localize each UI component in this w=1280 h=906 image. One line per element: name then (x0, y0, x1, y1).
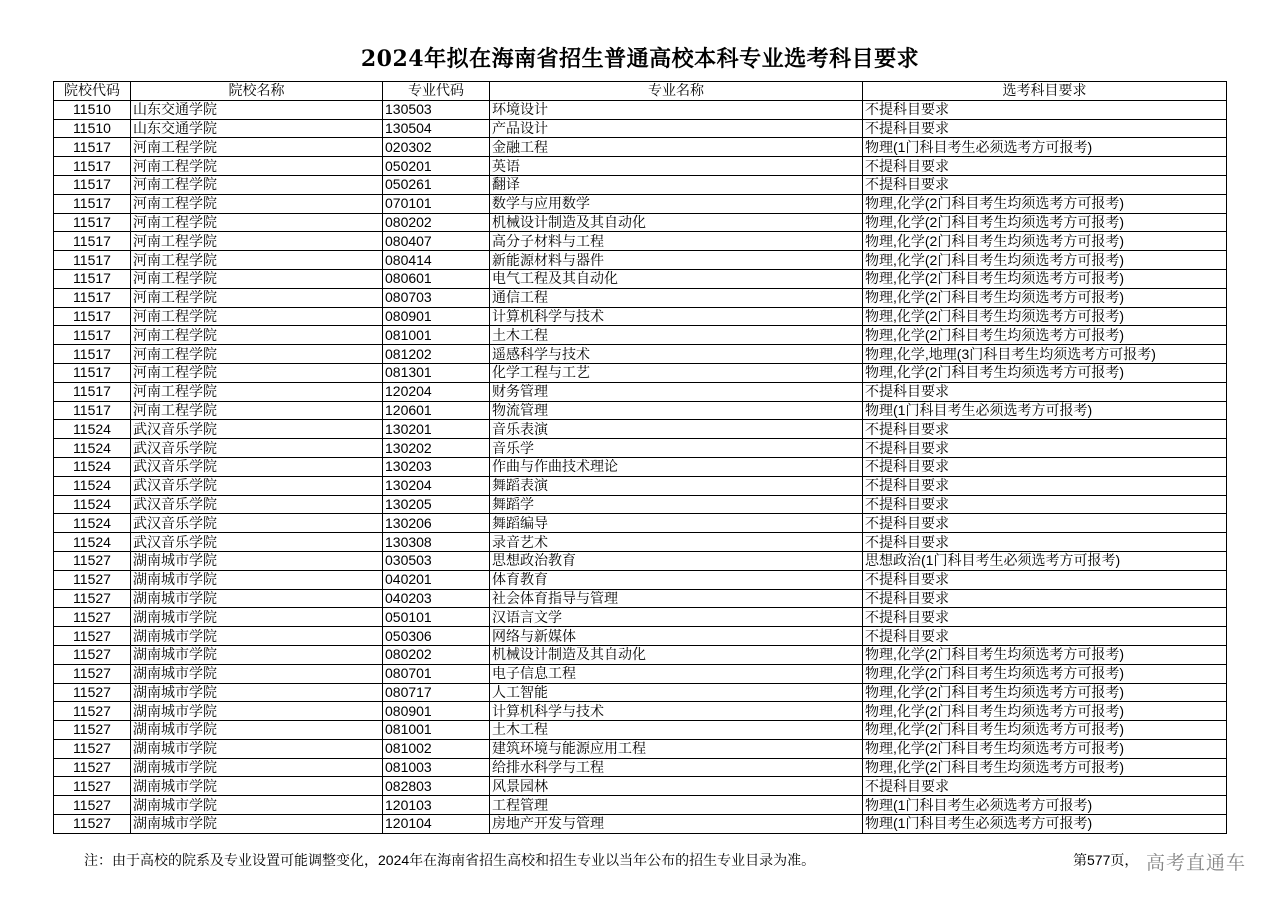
major-name-cell: 高分子材料与工程 (490, 232, 863, 251)
table-row (54, 683, 1227, 702)
school-code-cell: 11524 (54, 420, 131, 439)
school-name-cell: 武汉音乐学院 (131, 514, 383, 533)
major-name-cell: 房地产开发与管理 (490, 815, 863, 834)
school-name-cell: 河南工程学院 (131, 194, 383, 213)
school-name-cell: 山东交通学院 (131, 100, 383, 119)
school-name-cell: 河南工程学院 (131, 345, 383, 364)
school-code-cell: 11527 (54, 608, 131, 627)
major-code-cell: 080701 (383, 664, 490, 683)
table-row (54, 457, 1227, 476)
school-code-cell: 11527 (54, 721, 131, 740)
subject-requirement-cell: 物理(1门科目考生必须选考方可报考) (863, 401, 1227, 420)
subject-requirement-cell: 不提科目要求 (863, 495, 1227, 514)
major-code-cell: 080202 (383, 213, 490, 232)
major-code-cell: 081003 (383, 758, 490, 777)
subject-requirement-cell: 不提科目要求 (863, 570, 1227, 589)
school-name-cell: 河南工程学院 (131, 288, 383, 307)
major-code-cell: 050101 (383, 608, 490, 627)
subject-requirement-cell: 物理,化学(2门科目考生均须选考方可报考) (863, 269, 1227, 288)
school-name-cell: 湖南城市学院 (131, 645, 383, 664)
school-name-cell: 河南工程学院 (131, 401, 383, 420)
subject-requirement-cell: 不提科目要求 (863, 382, 1227, 401)
school-code-cell: 11527 (54, 570, 131, 589)
subject-requirements-table (53, 81, 1227, 834)
school-name-cell: 湖南城市学院 (131, 664, 383, 683)
major-code-cell: 080901 (383, 307, 490, 326)
table-row (54, 589, 1227, 608)
major-name-cell: 财务管理 (490, 382, 863, 401)
major-name-cell: 录音艺术 (490, 533, 863, 552)
school-name-cell: 湖南城市学院 (131, 570, 383, 589)
major-name-cell: 物流管理 (490, 401, 863, 420)
school-code-cell: 11517 (54, 194, 131, 213)
major-name-cell: 翻译 (490, 175, 863, 194)
table-row (54, 307, 1227, 326)
major-name-cell: 风景园林 (490, 777, 863, 796)
header-row (54, 82, 1227, 101)
table-row (54, 796, 1227, 815)
major-name-cell: 电气工程及其自动化 (490, 269, 863, 288)
table-row (54, 100, 1227, 119)
major-name-cell: 舞蹈编导 (490, 514, 863, 533)
school-code-cell: 11517 (54, 401, 131, 420)
major-name-cell: 舞蹈学 (490, 495, 863, 514)
school-code-cell: 11524 (54, 533, 131, 552)
major-code-cell: 070101 (383, 194, 490, 213)
major-name-cell: 环境设计 (490, 100, 863, 119)
school-code-cell: 11527 (54, 702, 131, 721)
subject-requirement-cell: 物理,化学(2门科目考生均须选考方可报考) (863, 758, 1227, 777)
table-header (54, 82, 1227, 101)
school-code-cell: 11524 (54, 439, 131, 458)
subject-requirement-cell: 物理,化学(2门科目考生均须选考方可报考) (863, 721, 1227, 740)
major-code-cell: 120104 (383, 815, 490, 834)
school-name-cell: 河南工程学院 (131, 307, 383, 326)
subject-requirement-cell: 物理,化学(2门科目考生均须选考方可报考) (863, 739, 1227, 758)
school-name-cell: 湖南城市学院 (131, 758, 383, 777)
school-code-cell: 11524 (54, 476, 131, 495)
major-code-cell: 081301 (383, 363, 490, 382)
school-code-cell: 11527 (54, 645, 131, 664)
table-row (54, 157, 1227, 176)
major-code-cell: 130504 (383, 119, 490, 138)
subject-requirement-cell: 物理(1门科目考生必须选考方可报考) (863, 138, 1227, 157)
table-row (54, 420, 1227, 439)
table-row (54, 476, 1227, 495)
school-name-cell: 河南工程学院 (131, 138, 383, 157)
subject-requirement-cell: 不提科目要求 (863, 175, 1227, 194)
school-code-cell: 11510 (54, 119, 131, 138)
subject-requirement-cell: 不提科目要求 (863, 777, 1227, 796)
major-code-cell: 080901 (383, 702, 490, 721)
table-row (54, 551, 1227, 570)
school-name-cell: 湖南城市学院 (131, 627, 383, 646)
major-name-cell: 计算机科学与技术 (490, 702, 863, 721)
school-name-cell: 武汉音乐学院 (131, 457, 383, 476)
major-code-cell: 040203 (383, 589, 490, 608)
subject-requirement-cell: 不提科目要求 (863, 627, 1227, 646)
major-name-cell: 体育教育 (490, 570, 863, 589)
major-name-cell: 数学与应用数学 (490, 194, 863, 213)
major-code-cell: 130203 (383, 457, 490, 476)
school-code-cell: 11517 (54, 175, 131, 194)
major-code-cell: 120103 (383, 796, 490, 815)
school-name-cell: 河南工程学院 (131, 157, 383, 176)
school-code-cell: 11527 (54, 627, 131, 646)
subject-requirement-cell: 不提科目要求 (863, 420, 1227, 439)
school-name-cell: 河南工程学院 (131, 382, 383, 401)
major-code-cell: 080414 (383, 251, 490, 270)
table-row (54, 345, 1227, 364)
table-row (54, 326, 1227, 345)
subject-requirement-cell: 物理,化学(2门科目考生均须选考方可报考) (863, 307, 1227, 326)
school-code-cell: 11524 (54, 514, 131, 533)
watermark-logo: 高考直通车 (1146, 853, 1247, 874)
major-code-cell: 080407 (383, 232, 490, 251)
school-code-cell: 11517 (54, 251, 131, 270)
major-name-cell: 土木工程 (490, 721, 863, 740)
major-code-cell: 130204 (383, 476, 490, 495)
school-name-cell: 武汉音乐学院 (131, 439, 383, 458)
major-name-cell: 英语 (490, 157, 863, 176)
header-school-name: 院校名称 (131, 82, 383, 101)
subject-requirement-cell: 物理,化学(2门科目考生均须选考方可报考) (863, 194, 1227, 213)
major-name-cell: 工程管理 (490, 796, 863, 815)
subject-requirement-cell: 物理,化学(2门科目考生均须选考方可报考) (863, 232, 1227, 251)
table-row (54, 175, 1227, 194)
major-code-cell: 130206 (383, 514, 490, 533)
school-name-cell: 湖南城市学院 (131, 815, 383, 834)
header-major-name: 专业名称 (490, 82, 863, 101)
subject-requirement-cell: 不提科目要求 (863, 457, 1227, 476)
major-name-cell: 舞蹈表演 (490, 476, 863, 495)
table-row (54, 664, 1227, 683)
school-code-cell: 11517 (54, 157, 131, 176)
table-row (54, 702, 1227, 721)
school-name-cell: 武汉音乐学院 (131, 495, 383, 514)
major-code-cell: 082803 (383, 777, 490, 796)
school-name-cell: 武汉音乐学院 (131, 533, 383, 552)
major-name-cell: 产品设计 (490, 119, 863, 138)
major-code-cell: 081002 (383, 739, 490, 758)
major-name-cell: 化学工程与工艺 (490, 363, 863, 382)
school-name-cell: 湖南城市学院 (131, 721, 383, 740)
major-code-cell: 020302 (383, 138, 490, 157)
table-row (54, 739, 1227, 758)
major-name-cell: 人工智能 (490, 683, 863, 702)
major-name-cell: 金融工程 (490, 138, 863, 157)
major-code-cell: 130202 (383, 439, 490, 458)
school-name-cell: 湖南城市学院 (131, 608, 383, 627)
school-code-cell: 11517 (54, 213, 131, 232)
major-name-cell: 给排水科学与工程 (490, 758, 863, 777)
major-code-cell: 120204 (383, 382, 490, 401)
school-code-cell: 11517 (54, 345, 131, 364)
major-name-cell: 通信工程 (490, 288, 863, 307)
subject-requirement-cell: 思想政治(1门科目考生必须选考方可报考) (863, 551, 1227, 570)
school-code-cell: 11527 (54, 796, 131, 815)
school-code-cell: 11527 (54, 589, 131, 608)
table-row (54, 363, 1227, 382)
major-code-cell: 120601 (383, 401, 490, 420)
school-name-cell: 湖南城市学院 (131, 551, 383, 570)
table-row (54, 439, 1227, 458)
school-code-cell: 11527 (54, 551, 131, 570)
subject-requirement-cell: 物理,化学(2门科目考生均须选考方可报考) (863, 702, 1227, 721)
major-code-cell: 130205 (383, 495, 490, 514)
school-code-cell: 11517 (54, 288, 131, 307)
table-row (54, 401, 1227, 420)
school-name-cell: 河南工程学院 (131, 269, 383, 288)
major-name-cell: 音乐学 (490, 439, 863, 458)
subject-requirement-cell: 物理,化学(2门科目考生均须选考方可报考) (863, 363, 1227, 382)
subject-requirement-cell: 物理,化学(2门科目考生均须选考方可报考) (863, 683, 1227, 702)
major-code-cell: 080703 (383, 288, 490, 307)
major-code-cell: 080717 (383, 683, 490, 702)
subject-requirement-cell: 物理(1门科目考生必须选考方可报考) (863, 796, 1227, 815)
major-name-cell: 建筑环境与能源应用工程 (490, 739, 863, 758)
school-name-cell: 河南工程学院 (131, 232, 383, 251)
school-code-cell: 11527 (54, 739, 131, 758)
major-code-cell: 040201 (383, 570, 490, 589)
school-name-cell: 河南工程学院 (131, 363, 383, 382)
school-code-cell: 11517 (54, 307, 131, 326)
school-code-cell: 11517 (54, 382, 131, 401)
header-subject-requirement: 选考科目要求 (863, 82, 1227, 101)
major-code-cell: 080202 (383, 645, 490, 664)
table-body (54, 100, 1227, 833)
subject-requirement-cell: 不提科目要求 (863, 439, 1227, 458)
major-name-cell: 网络与新媒体 (490, 627, 863, 646)
school-name-cell: 湖南城市学院 (131, 739, 383, 758)
subject-requirement-cell: 不提科目要求 (863, 533, 1227, 552)
school-name-cell: 河南工程学院 (131, 251, 383, 270)
table-row (54, 495, 1227, 514)
school-name-cell: 武汉音乐学院 (131, 420, 383, 439)
page-title: 2024年拟在海南省招生普通高校本科专业选考科目要求 (360, 46, 920, 72)
major-name-cell: 作曲与作曲技术理论 (490, 457, 863, 476)
school-code-cell: 11524 (54, 457, 131, 476)
subject-requirement-cell: 物理,化学(2门科目考生均须选考方可报考) (863, 213, 1227, 232)
table-row (54, 758, 1227, 777)
major-name-cell: 遥感科学与技术 (490, 345, 863, 364)
school-code-cell: 11527 (54, 815, 131, 834)
school-code-cell: 11517 (54, 269, 131, 288)
school-code-cell: 11517 (54, 138, 131, 157)
school-name-cell: 山东交通学院 (131, 119, 383, 138)
footer-note: 注：由于高校的院系及专业设置可能调整变化，2024年在海南省招生高校和招生专业以当年公布的招生专业目录为准。 (84, 852, 816, 868)
school-name-cell: 湖南城市学院 (131, 777, 383, 796)
school-name-cell: 湖南城市学院 (131, 683, 383, 702)
major-code-cell: 081001 (383, 721, 490, 740)
page-number: 第577页， (1073, 852, 1139, 868)
subject-requirement-cell: 不提科目要求 (863, 119, 1227, 138)
table-row (54, 721, 1227, 740)
school-code-cell: 11517 (54, 363, 131, 382)
major-name-cell: 新能源材料与器件 (490, 251, 863, 270)
major-code-cell: 081001 (383, 326, 490, 345)
school-code-cell: 11527 (54, 758, 131, 777)
school-code-cell: 11524 (54, 495, 131, 514)
subject-requirement-cell: 不提科目要求 (863, 589, 1227, 608)
table-row (54, 815, 1227, 834)
school-name-cell: 湖南城市学院 (131, 796, 383, 815)
major-name-cell: 汉语言文学 (490, 608, 863, 627)
table-row (54, 570, 1227, 589)
table-row (54, 269, 1227, 288)
major-name-cell: 机械设计制造及其自动化 (490, 645, 863, 664)
subject-requirement-cell: 物理,化学(2门科目考生均须选考方可报考) (863, 664, 1227, 683)
table-row (54, 777, 1227, 796)
table-row (54, 533, 1227, 552)
major-name-cell: 思想政治教育 (490, 551, 863, 570)
major-code-cell: 130308 (383, 533, 490, 552)
major-code-cell: 050261 (383, 175, 490, 194)
header-school-code: 院校代码 (54, 82, 131, 101)
major-code-cell: 030503 (383, 551, 490, 570)
major-code-cell: 080601 (383, 269, 490, 288)
table-row (54, 608, 1227, 627)
table-row (54, 213, 1227, 232)
table-row (54, 288, 1227, 307)
subject-requirement-cell: 不提科目要求 (863, 608, 1227, 627)
subject-requirement-cell: 物理,化学(2门科目考生均须选考方可报考) (863, 288, 1227, 307)
major-name-cell: 社会体育指导与管理 (490, 589, 863, 608)
school-name-cell: 湖南城市学院 (131, 589, 383, 608)
major-code-cell: 130201 (383, 420, 490, 439)
school-name-cell: 湖南城市学院 (131, 702, 383, 721)
school-code-cell: 11527 (54, 777, 131, 796)
school-name-cell: 河南工程学院 (131, 213, 383, 232)
school-code-cell: 11510 (54, 100, 131, 119)
subject-requirement-cell: 物理,化学(2门科目考生均须选考方可报考) (863, 645, 1227, 664)
major-name-cell: 计算机科学与技术 (490, 307, 863, 326)
table-row (54, 138, 1227, 157)
subject-requirement-cell: 不提科目要求 (863, 157, 1227, 176)
major-code-cell: 081202 (383, 345, 490, 364)
subject-requirement-cell: 不提科目要求 (863, 100, 1227, 119)
major-name-cell: 音乐表演 (490, 420, 863, 439)
table-row (54, 119, 1227, 138)
major-name-cell: 机械设计制造及其自动化 (490, 213, 863, 232)
subject-requirement-cell: 物理(1门科目考生必须选考方可报考) (863, 815, 1227, 834)
school-code-cell: 11517 (54, 326, 131, 345)
major-code-cell: 050306 (383, 627, 490, 646)
subject-requirement-cell: 不提科目要求 (863, 514, 1227, 533)
major-code-cell: 050201 (383, 157, 490, 176)
school-code-cell: 11527 (54, 683, 131, 702)
subject-requirement-cell: 物理,化学(2门科目考生均须选考方可报考) (863, 326, 1227, 345)
major-code-cell: 130503 (383, 100, 490, 119)
table-row (54, 514, 1227, 533)
school-name-cell: 河南工程学院 (131, 175, 383, 194)
table-row (54, 194, 1227, 213)
major-name-cell: 电子信息工程 (490, 664, 863, 683)
header-major-code: 专业代码 (383, 82, 490, 101)
table-row (54, 382, 1227, 401)
school-code-cell: 11517 (54, 232, 131, 251)
table-row (54, 251, 1227, 270)
school-name-cell: 武汉音乐学院 (131, 476, 383, 495)
table-row (54, 645, 1227, 664)
subject-requirement-cell: 不提科目要求 (863, 476, 1227, 495)
subject-requirement-cell: 物理,化学(2门科目考生均须选考方可报考) (863, 251, 1227, 270)
subject-requirement-cell: 物理,化学,地理(3门科目考生均须选考方可报考) (863, 345, 1227, 364)
major-name-cell: 土木工程 (490, 326, 863, 345)
table-row (54, 232, 1227, 251)
table-row (54, 627, 1227, 646)
school-name-cell: 河南工程学院 (131, 326, 383, 345)
school-code-cell: 11527 (54, 664, 131, 683)
